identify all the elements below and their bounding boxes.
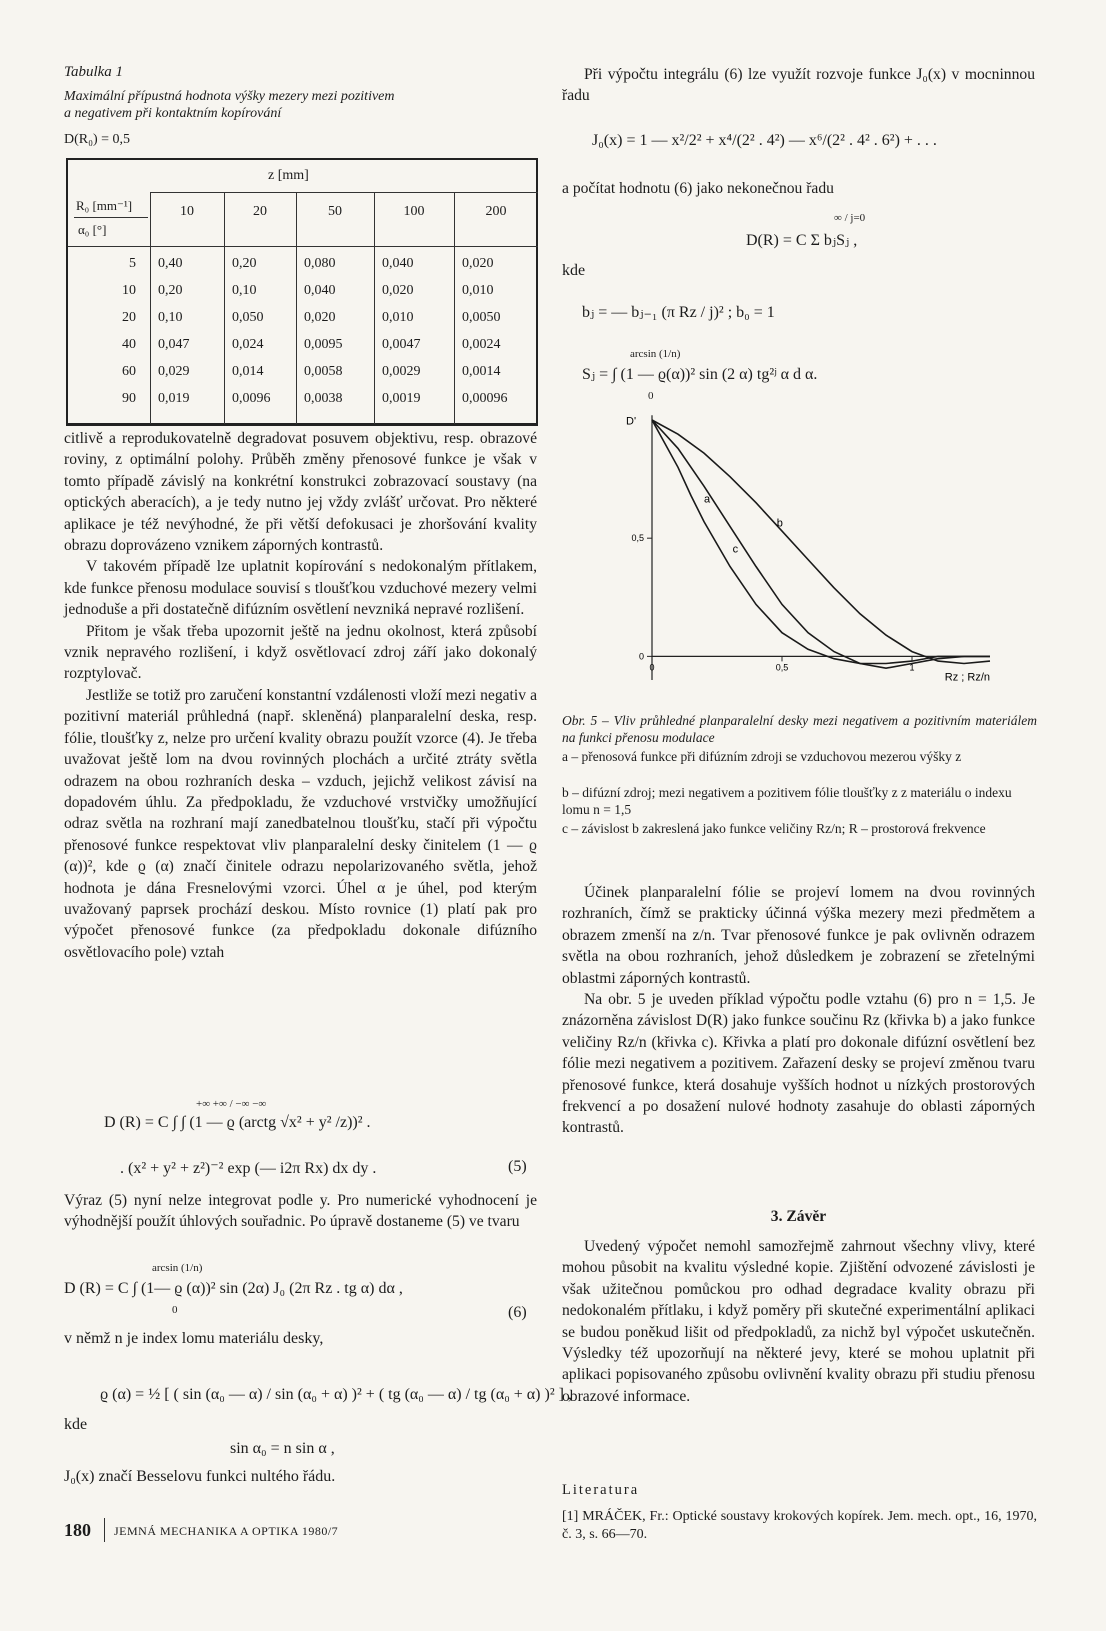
table-body [68,250,538,412]
x-tick-label: 1 [909,662,915,673]
table-cell: 0,10 [158,309,183,325]
data-table [66,158,538,426]
right-column-4 [562,1236,1035,1407]
z-value: 50 [328,204,342,219]
table-cell: 0,040 [382,255,414,271]
z-value: 200 [485,204,507,219]
table-cell: 0,0024 [462,336,501,352]
eq6-upper: arcsin (1/n) [152,1262,203,1274]
legend-a: a – přenosová funkce při difúzním zdroji se vzduchovou mezerou výšky z [562,749,962,764]
eq-series: D(R) = C Σ bⱼSⱼ , [746,232,858,249]
eq-series-limits: ∞ / j=0 [834,212,866,224]
table-cell: 0,019 [158,390,190,406]
left-column [64,428,537,963]
mtf-chart [626,410,1010,710]
row-key: 60 [122,363,136,379]
series-a-label: a [704,493,711,506]
table-cell: 0,014 [232,363,264,379]
reference-1: [1] MRÁČEK, Fr.: Optické soustavy krokových kopírek. Jem. mech. opt., 16, 1970, č. 3, s. 66—70. [562,1509,1037,1542]
journal-name: JEMNÁ MECHANIKA A OPTIKA 1980/7 [114,1524,339,1538]
series-b-line [652,420,990,664]
paragraph: V takovém případě lze uplatnit kopírování s nedokonalým přítlakem, kde funkce přenosu modulace souvisí s tloušťkou vzduchové mezery velmi jednoduše a při dostatečně difúzním osvětlení nevzniká nepravé rozlišení. [64,558,537,619]
table-cell: 0,020 [382,282,414,298]
table-cell: 0,40 [158,255,183,271]
table-cell: 0,010 [382,309,414,325]
eq6: D (R) = C ∫ (1— ϱ (α))² sin (2α) J₀ (2π Rz . tg α) dα , [64,1280,403,1297]
table-cell: 0,010 [462,282,494,298]
table-cell: 0,080 [304,255,336,271]
table-cell: 0,0029 [382,363,421,379]
table-cell: 0,020 [304,309,336,325]
eq-b: bⱼ = — bⱼ₋₁ (π Rz / j)² ; b₀ = 1 [582,304,775,321]
eq5-number: (5) [508,1158,527,1175]
row-header-alpha: α₀ [°] [78,222,107,237]
series-a-line [652,420,990,664]
table-row [68,277,538,304]
z-value: 100 [403,204,425,219]
kde-label: kde [64,1416,88,1433]
series-c-line [652,420,990,668]
eq-rho: ϱ (α) = ½ [ ( sin (α₀ — α) / sin (α₀ + α) )² + ( tg (α₀ — α) / tg (α₀ + α) )² ] , [100,1386,572,1403]
z-value: 20 [253,204,267,219]
z-value: 10 [180,204,194,219]
table-caption-line2: a negativem při kontaktním kopírování [64,106,282,121]
left-column-2 [64,1190,537,1233]
right-column [562,64,1035,107]
table-cell: 0,047 [158,336,190,352]
table-row [68,304,538,331]
y-axis-label: D' [626,415,637,428]
table-cell: 0,0014 [462,363,501,379]
section-title: 3. Závěr [770,1208,827,1225]
legend-b: b – difúzní zdroj; mezi negativem a pozitivem fólie tloušťky z z materiálu o indexu lomu n = 1,5 [562,785,1012,817]
table-cell: 0,0047 [382,336,421,352]
x-tick-label: 0,5 [775,662,789,673]
legend-c: c – závislost b zakreslená jako funkce veličiny Rz/n; R – prostorová frekvence [562,821,986,836]
table-cell: 0,20 [232,255,257,271]
eq6-lower: 0 [172,1304,178,1316]
paragraph: Na obr. 5 je uveden příklad výpočtu podle vztahu (6) pro n = 1,5. Je znázorněna závislost D(R) jako funkce součinu Rz (křivka b) a jako funkce veličiny Rz/n (křivka c). Křivka a platí pro dokonale difúzní osvětlení bez fólie mezi negativem a pozitivem. Zařazení desky se projeví změnou tvaru přenosové funkce, která dosahuje vyšších hodnot u nízkých prostorových frekvencí a po dosažení nulové hodnoty zasahuje do oblasti záporných kontrastů. [562,991,1035,1137]
paragraph: v němž n je index lomu materiálu desky, [64,1330,324,1347]
table-cell: 0,0038 [304,390,343,406]
table-cell: 0,0058 [304,363,343,379]
figure-caption: Obr. 5 – Vliv průhledné planparalelní desky mezi negativem a pozitivním materiálem na funkci přenosu modulace [562,713,1037,745]
table-cell: 0,0096 [232,390,271,406]
table-cell: 0,0050 [462,309,501,325]
paragraph: a počítat hodnotu (6) jako nekonečnou řadu [562,180,834,197]
row-key: 90 [122,390,136,406]
table-cell: 0,10 [232,282,257,298]
table-cell: 0,024 [232,336,264,352]
table-cell: 0,20 [158,282,183,298]
kde-label-right: kde [562,262,586,279]
z-header: z [mm] [268,168,309,183]
table-row [68,358,538,385]
series-c-label: c [732,543,739,556]
y-tick-label: 0 [638,651,644,662]
table-cell: 0,029 [158,363,190,379]
paragraph: Při výpočtu integrálu (6) lze využít rozvoje funkce J₀(x) v mocninnou řadu [562,66,1035,105]
table-cell: 0,00096 [462,390,508,406]
paragraph: citlivě a reprodukovatelně degradovat posuvem objektivu, resp. obrazové roviny, z optimální polohy. Průběh změny přenosové funkce je však v tomto případě závislý na konkrétní konstrukci zobrazovací soustavy (na optických aberacích), a je tedy nutno jej vždy zvlášť určovat. Pro některé aplikace je též nevýhodné, že při větší defokusaci je zhoršování kvality obrazu doprovázeno vznikem záporných kontrastů. [64,430,537,555]
eq-s-upper: arcsin (1/n) [630,348,681,360]
eq5-limits: +∞ +∞ / −∞ −∞ [196,1098,267,1110]
paragraph: J₀(x) značí Besselovu funkci nultého řádu. [64,1468,336,1485]
table-cell: 0,0019 [382,390,421,406]
x-axis-label: Rz ; Rz/n [944,671,990,684]
table-d-r0: D(R₀) = 0,5 [64,132,131,147]
paragraph: Účinek planparalelní fólie se projeví lomem na dvou rovinných rozhraních, čímž se prakticky účinná výška mezery mezi předmětem a obrazem zmenší na z/n. Tvar přenosové funkce je pak ovlivněn odrazem světla na obou rozhraních, jehož důsledkem je zobrazení se zřetelnými oblastmi záporných kontrastů. [562,884,1035,987]
y-tick-label: 0,5 [631,533,644,544]
table-caption-line1: Maximální přípustná hodnota výšky mezery mezi pozitivem [64,89,395,104]
eq-s: Sⱼ = ∫ (1 — ϱ(α))² sin (2 α) tg²ʲ α d α. [582,366,818,383]
table-row [68,331,538,358]
paragraph: Uvedený výpočet nemohl samozřejmě zahrnout všechny vlivy, které mohou působit na kvalitu výsledné kopie. Zjištění odvozené závislosti je však užitečnou pomůckou pro odhad degradace kvality obrazu při nedokonalém přítlaku, i když poměry při skutečné experimentální aplikaci se budou poněkud lišit od předpokladů, za nichž byl výpočet uskutečněn. Výsledky též upozorňují na některé jevy, které se mohou uplatnit při aplikaci popisovaného způsobu ovlivnění kvality obrazu při studiu přenosu obrazové informace. [562,1238,1035,1405]
table-cell: 0,040 [304,282,336,298]
table-row [68,385,538,412]
paragraph: Výraz (5) nyní nelze integrovat podle y. Pro numerické vyhodnocení je výhodnější použít úhlových souřadnic. Po úpravě dostaneme (5) ve tvaru [64,1192,537,1231]
table-cell: 0,0095 [304,336,343,352]
row-key: 5 [129,255,136,271]
x-tick-label: 0 [649,662,655,673]
row-header-r0: R₀ [mm⁻¹] [76,198,133,213]
row-key: 10 [122,282,136,298]
paragraph: Přitom je však třeba upozornit ještě na jednu okolnost, která způsobí vznik nepravého rozlišení, i když osvětlovací zdroj září jako dokonalý rozptylovač. [64,622,537,683]
series-b-label: b [776,517,783,530]
eq-snell: sin α₀ = n sin α , [230,1440,335,1457]
page-number: 180 [64,1520,91,1540]
eq5-line1: D (R) = C ∫ ∫ (1 — ϱ (arctg √x² + y² /z))² . [104,1114,371,1131]
paragraph: Jestliže se totiž pro zaručení konstantní vzdálenosti vloží mezi negativ a pozitivní materiál průhledná (např. skleněná) planparalelní deska, resp. fólie, tloušťky z, nelze pro určení kvality obrazu použít vzorce (4). Je třeba uvažovat ještě lom na dvou rovinných plochách a určité ztráty světla odrazem na obou rozhraních deska – vzduch, jejichž velikost závisí na dopadovém úhlu. Za předpokladu, že vzduchové vrstvičky umožňující odraz světla na rozhraní mají zanedbatelnou tloušťku, stačí při výpočtu přenosové funkce respektovat vliv planparalelní desky činitelem (1 — ϱ (α))², kde ϱ (α) značí činitele odrazu nepolarizovaného světla, jehož hodnota je dána Fresnelovými vzorci. Úhel α je úhel, pod kterým uvažovaný paprsek prochází deskou. Místo rovnice (1) platí pak pro výpočet přenosové funkce (za předpokladu dokonale difúzního osvětlovacího pole) vztah [64,686,537,961]
eq6-number: (6) [508,1304,527,1321]
table-cell: 0,050 [232,309,264,325]
table-label: Tabulka 1 [64,64,124,80]
eq-s-lower: 0 [648,390,654,402]
right-column-3 [562,882,1035,1139]
row-key: 40 [122,336,136,352]
table-cell: 0,020 [462,255,494,271]
row-key: 20 [122,309,136,325]
right-column-p2 [562,178,1035,199]
literature-heading: Literatura [562,1482,640,1498]
eq5-line2: . (x² + y² + z²)⁻² exp (— i2π Rx) dx dy . [120,1160,377,1177]
eq-bessel: J₀(x) = 1 — x²/2² + x⁴/(2² . 4²) — x⁶/(2² . 4² . 6²) + . . . [592,132,937,149]
table-row [68,250,538,277]
